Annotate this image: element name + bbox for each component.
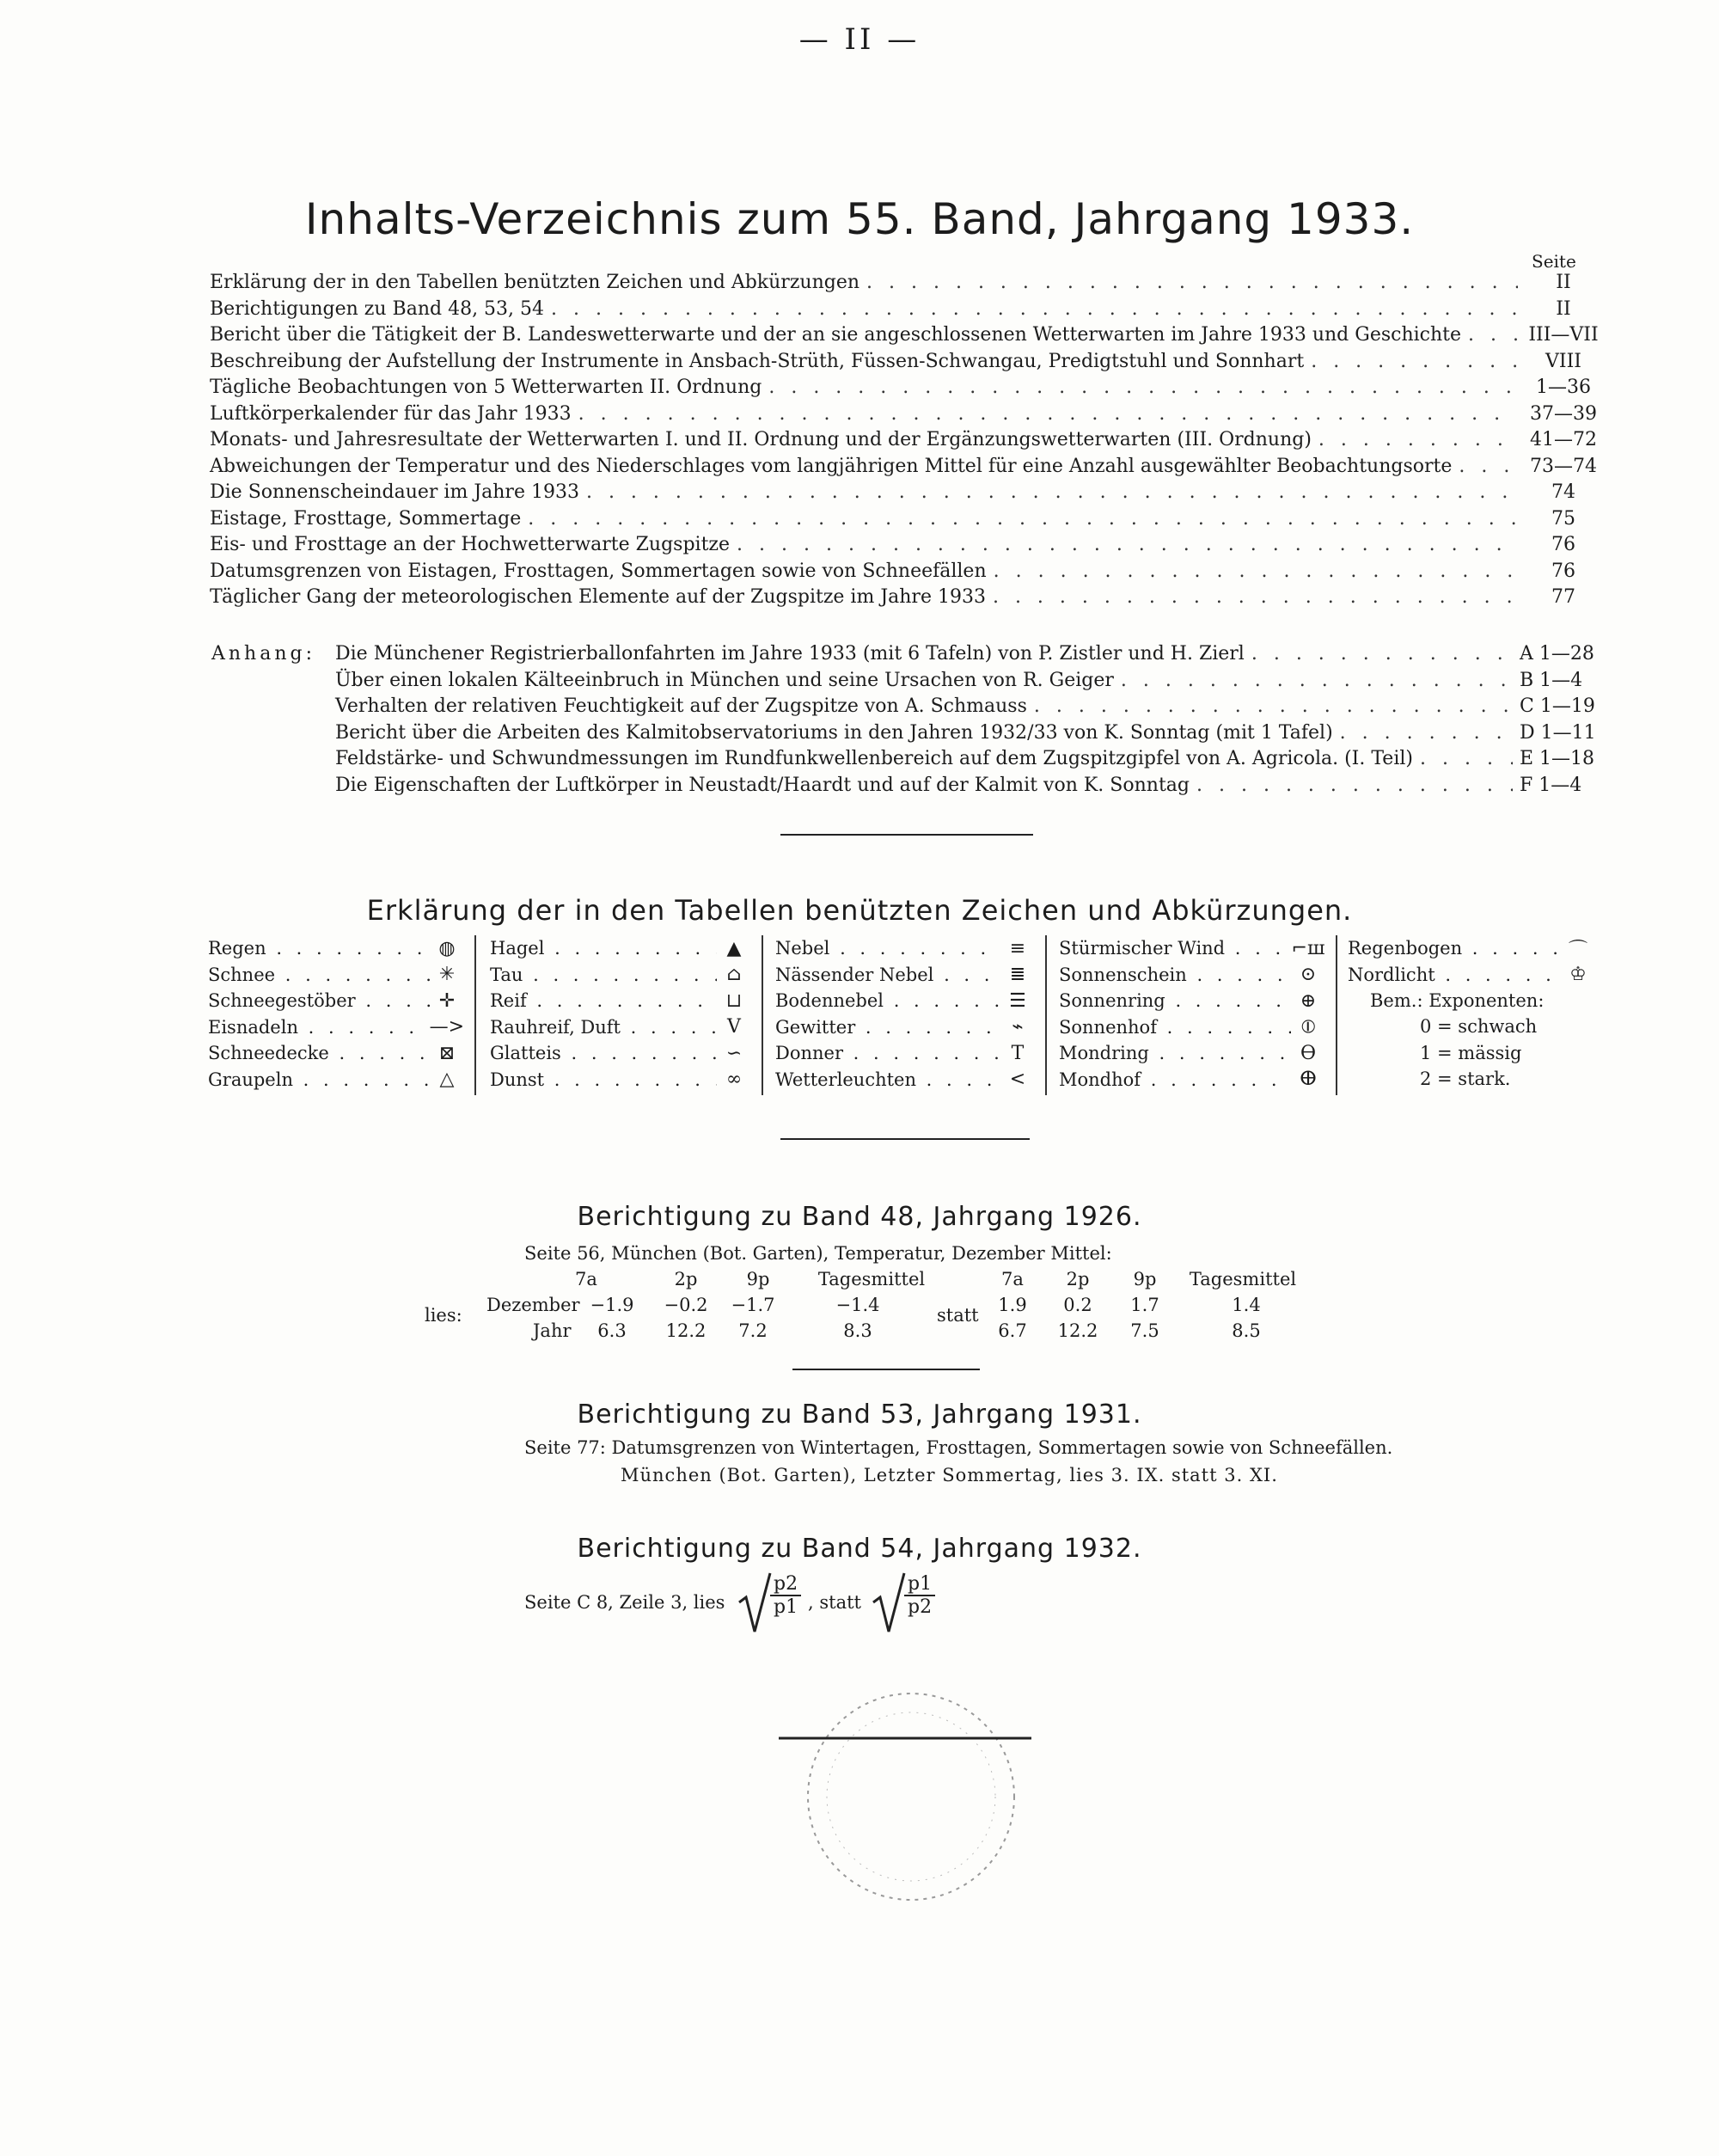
toc-entry-page: 77 (1551, 586, 1575, 608)
legend-item (208, 1040, 464, 1066)
page-number: — II — (798, 22, 921, 57)
moon-ring-icon: Ɵ (1300, 1042, 1317, 1064)
row-label-jahr: Jahr (533, 1320, 572, 1341)
statt-jahr-mittel: 8.5 (1232, 1320, 1261, 1341)
correction-54-prefix: Seite C 8, Zeile 3, lies (524, 1592, 725, 1613)
statt-dez-7a: 1.9 (998, 1295, 1027, 1315)
annex-entry (335, 695, 1602, 721)
legend-item (775, 1067, 1035, 1093)
legend-item-name: Nordlicht . . . (1348, 965, 1561, 985)
legend-item-name: Hagel . . . (490, 938, 717, 959)
toc-entry-label: Beschreibung der Aufstellung der Instrumente in Ansbach-Strüth, Füssen-Schwangau, Predigtstuhl und Sonnhart (210, 350, 1305, 372)
annex-entry (335, 775, 1602, 800)
toc-entry-label: Monats- und Jahresresultate der Wetterwarten I. und II. Ordnung und der Ergänzungswetterwarten (III. Ordnung) (210, 429, 1312, 450)
legend-item (1059, 1014, 1325, 1040)
sqrt-icon (737, 1571, 772, 1635)
lies-label: lies: (425, 1305, 462, 1326)
hail-icon: ▲ (726, 937, 742, 959)
leader-dots (1196, 775, 1513, 796)
lies-jahr-mittel: 8.3 (843, 1320, 872, 1341)
divider (780, 834, 1033, 836)
thunderstorm-icon: ⌁ (1012, 1016, 1024, 1038)
annex-entry-page: A 1—28 (1520, 643, 1594, 665)
lies-dez-7a: −1.9 (590, 1295, 634, 1315)
legend-item (775, 935, 1035, 961)
wet-fog-icon: ≣ (1009, 964, 1026, 985)
lies-denominator: p1 (774, 1596, 798, 1618)
library-stamp-icon (774, 1668, 1049, 1926)
annex-entry-page: E 1—18 (1520, 748, 1595, 769)
toc-entry-label: Datumsgrenzen von Eistagen, Frosttagen, Sommertagen sowie von Schneefällen (210, 560, 987, 582)
legend-item (775, 1040, 1035, 1066)
legend-item (208, 962, 464, 988)
statt-dez-9p: 1.7 (1130, 1295, 1159, 1315)
statt-label: statt (937, 1305, 979, 1326)
legend-item-name: Gewitter . . . (775, 1017, 1000, 1038)
toc-entry-label: Abweichungen der Temperatur und des Niederschlages vom langjährigen Mittel für eine Anzahl ausgewählter Beobachtungsorte (210, 455, 1453, 477)
legend-title: Erklärung der in den Tabellen benützten Zeichen und Abkürzungen. (366, 894, 1353, 927)
toc-entry (210, 560, 1602, 586)
legend-item-name: Schneedecke . . . (208, 1043, 430, 1063)
leader-dots (1311, 351, 1518, 372)
toc-entry (210, 272, 1602, 297)
legend-item-name: Dunst . . . (490, 1069, 717, 1090)
toc-entry-label: Berichtigungen zu Band 48, 53, 54 (210, 297, 545, 320)
toc-entry-page: VIII (1545, 350, 1581, 372)
correction-48-intro: Seite 56, München (Bot. Garten), Temperatur, Dezember Mittel: (524, 1243, 1112, 1264)
legend-item (1059, 935, 1325, 961)
exponent-item: 1 = mässig (1420, 1042, 1522, 1063)
snow-cover-icon: ⊠ (438, 1042, 456, 1064)
legend-item (490, 988, 751, 1014)
leader-dots (1034, 695, 1513, 717)
graupel-icon: △ (439, 1069, 455, 1090)
col-header-lies-7a: 7a (575, 1269, 597, 1289)
toc-entry-label: Erklärung der in den Tabellen benützten Zeichen und Abkürzungen (210, 272, 860, 293)
toc-entry (210, 481, 1602, 507)
annex-entry-page: B 1—4 (1520, 669, 1583, 691)
statt-jahr-7a: 6.7 (998, 1320, 1027, 1341)
statt-dez-mittel: 1.4 (1232, 1295, 1261, 1315)
col-header-lies-2p: 2p (674, 1269, 698, 1289)
toc-entry (210, 586, 1602, 612)
toc-entry-page: 74 (1551, 481, 1575, 503)
legend-item-name: Glatteis . . . (490, 1043, 717, 1063)
statt-fraction (904, 1573, 935, 1618)
toc-entry-page: 41—72 (1530, 429, 1597, 450)
toc-entry-page: 75 (1551, 507, 1575, 530)
col-header-statt-2p: 2p (1066, 1269, 1090, 1289)
toc-entry-page: 76 (1551, 560, 1575, 582)
glaze-icon: ∽ (725, 1042, 743, 1064)
toc-entry-page: II (1556, 297, 1571, 320)
sun-halo-icon: ⦶ (1301, 1016, 1315, 1038)
leader-dots (994, 560, 1518, 582)
legend-item-name: Regenbogen . . . (1348, 938, 1561, 959)
exponent-heading: Bem.: Exponenten: (1370, 990, 1545, 1011)
annex-entry-page: F 1—4 (1520, 774, 1582, 796)
annex-entry-label: Über einen lokalen Kälteeinbruch in München und seine Ursachen von R. Geiger (335, 669, 1114, 691)
leader-dots (866, 272, 1518, 293)
frost-icon: ⊔ (725, 989, 743, 1012)
col-header-lies-tagesmittel: Tagesmittel (817, 1269, 926, 1289)
table-of-contents (210, 272, 1602, 624)
toc-entry (210, 403, 1602, 429)
legend-column (775, 935, 1047, 1095)
correction-53-line2: München (Bot. Garten), Letzter Sommertag, lies 3. IX. statt 3. XI. (621, 1465, 1278, 1485)
legend-item (490, 1040, 751, 1066)
toc-entry-label: Tägliche Beobachtungen von 5 Wetterwarten II. Ordnung (210, 377, 762, 398)
annex-entry (335, 643, 1602, 669)
aurora-icon: ♔ (1569, 964, 1587, 985)
legend-item (208, 988, 464, 1014)
toc-entry (210, 324, 1602, 350)
col-header-lies-9p: 9p (746, 1269, 770, 1289)
lies-dez-2p: −0.2 (664, 1295, 708, 1315)
sunshine-icon: ⊙ (1300, 964, 1317, 985)
legend-item (1348, 935, 1595, 961)
toc-entry (210, 298, 1602, 324)
leader-dots (1121, 670, 1513, 691)
lies-numerator: p2 (770, 1573, 801, 1596)
statt-jahr-9p: 7.5 (1130, 1320, 1159, 1341)
anhang-label: Anhang: (211, 643, 316, 665)
leader-dots (737, 534, 1518, 555)
lies-fraction (770, 1573, 801, 1618)
leader-dots (1340, 722, 1513, 744)
leader-dots (1420, 748, 1513, 769)
statt-label-54: , statt (808, 1592, 861, 1613)
toc-entry-label: Eistage, Frosttage, Sommertage (210, 507, 522, 530)
fog-icon: ≡ (1009, 937, 1026, 959)
legend-item-name: Bodennebel . . . (775, 990, 1000, 1011)
toc-entry (210, 429, 1602, 455)
leader-dots (551, 298, 1518, 320)
annex-entry (335, 722, 1602, 748)
snow-icon: ✳ (438, 964, 456, 985)
statt-jahr-2p: 12.2 (1057, 1320, 1098, 1341)
toc-entry (210, 377, 1602, 402)
rain-icon: ◍ (438, 937, 456, 959)
legend-item-name: Mondring . . . (1059, 1043, 1291, 1063)
col-header-statt-tagesmittel: Tagesmittel (1189, 1269, 1297, 1289)
toc-entry-page: 76 (1551, 534, 1575, 555)
legend-item-name: Schneegestöber . . . (208, 990, 430, 1011)
leader-dots (1318, 429, 1518, 450)
legend-item-name: Stürmischer Wind . . . (1059, 938, 1291, 959)
lies-dez-mittel: −1.4 (835, 1295, 880, 1315)
annex-entry-label: Die Eigenschaften der Luftkörper in Neustadt/Haardt und auf der Kalmit von K. Sonntag (335, 774, 1190, 796)
toc-entry-page: II (1556, 272, 1571, 293)
legend-item (490, 962, 751, 988)
correction-53-line1: Seite 77: Datumsgrenzen von Wintertagen, Frosttagen, Sommertagen sowie von Schneefällen. (524, 1437, 1393, 1458)
page-title: Inhalts-Verzeichnis zum 55. Band, Jahrgang 1933. (304, 194, 1415, 244)
legend-item (490, 935, 751, 961)
haze-icon: ∞ (725, 1069, 743, 1090)
lies-jahr-7a: 6.3 (597, 1320, 627, 1341)
annex-entry-label: Bericht über die Arbeiten des Kalmitobservatoriums in den Jahren 1932/33 von K. Sonntag (mit 1 Tafel) (335, 721, 1333, 744)
legend-item-name: Rauhreif, Duft . . . (490, 1017, 717, 1038)
toc-entry-label: Luftkörperkalender für das Jahr 1933 (210, 402, 572, 425)
leader-dots (1468, 324, 1518, 346)
legend-item (1059, 988, 1325, 1014)
leader-dots (586, 481, 1518, 503)
legend-column (490, 935, 763, 1095)
annex-entry-label: Feldstärke- und Schwundmessungen im Rundfunkwellenbereich auf dem Zugspitzgipfel von A. Agricola. (I. Teil) (335, 748, 1413, 769)
annex-entry-label: Verhalten der relativen Feuchtigkeit auf der Zugspitze von A. Schmauss (335, 695, 1027, 717)
legend-item-name: Sonnenhof . . . (1059, 1017, 1291, 1038)
dew-icon: ⌂ (726, 964, 742, 985)
legend-item (775, 988, 1035, 1014)
divider (780, 1138, 1030, 1140)
annex-entry (335, 670, 1602, 695)
legend-item-name: Nebel . . . (775, 938, 1000, 959)
toc-entry-label: Täglicher Gang der meteorologischen Elemente auf der Zugspitze im Jahre 1933 (210, 586, 986, 608)
statt-denominator: p2 (908, 1596, 933, 1618)
legend-item-name: Donner . . . (775, 1043, 1000, 1063)
toc-entry (210, 534, 1602, 560)
leader-dots (1459, 456, 1518, 477)
annex-list (335, 643, 1602, 806)
lies-jahr-9p: 7.2 (738, 1320, 768, 1341)
leader-dots (768, 377, 1518, 398)
rainbow-icon: ⌒ (1568, 939, 1587, 961)
correction-54-title: Berichtigung zu Band 54, Jahrgang 1932. (577, 1534, 1142, 1564)
legend-column (1348, 935, 1606, 1095)
moon-halo-icon: ⴲ (1300, 1069, 1317, 1090)
toc-entry-page: 1—36 (1536, 377, 1591, 398)
correction-53-title: Berichtigung zu Band 53, Jahrgang 1931. (577, 1400, 1142, 1430)
legend-item-name: Schnee . . . (208, 965, 430, 985)
legend-item-name: Nässender Nebel . . . (775, 965, 1000, 985)
ice-needles-icon: —> (429, 1016, 464, 1038)
annex-entry (335, 748, 1602, 774)
toc-entry (210, 351, 1602, 377)
lies-dez-9p: −1.7 (731, 1295, 775, 1315)
divider (792, 1369, 980, 1370)
leader-dots (993, 586, 1518, 608)
legend-item (1059, 1067, 1325, 1093)
sqrt-icon (872, 1571, 906, 1635)
sheet-lightning-icon: < (1009, 1069, 1026, 1090)
toc-entry-label: Bericht über die Tätigkeit der B. Landeswetterwarte und der an sie angeschlossenen Wetterwarten im Jahre 1933 und Geschichte (210, 324, 1462, 346)
symbol-legend (208, 935, 1618, 1095)
toc-entry-page: III—VII (1528, 324, 1599, 346)
thunder-icon: T (1011, 1042, 1025, 1064)
legend-item-name: Regen . . . (208, 938, 430, 959)
legend-item-name: Wetterleuchten . . . (775, 1069, 1000, 1090)
leader-dots (578, 403, 1518, 425)
legend-item-name: Tau . . . (490, 965, 717, 985)
toc-page-header: Seite (1532, 251, 1576, 272)
snowdrift-icon: ✛ (438, 989, 456, 1012)
storm-wind-icon: ⌐ш (1291, 937, 1325, 959)
annex-entry-page: C 1—19 (1520, 695, 1595, 717)
legend-item (490, 1014, 751, 1040)
toc-entry-label: Die Sonnenscheindauer im Jahre 1933 (210, 481, 579, 503)
sun-ring-icon: ⊕ (1300, 989, 1317, 1012)
lies-jahr-2p: 12.2 (665, 1320, 707, 1341)
legend-item-name: Graupeln . . . (208, 1069, 430, 1090)
legend-item-name: Mondhof . . . (1059, 1069, 1291, 1090)
correction-48-title: Berichtigung zu Band 48, Jahrgang 1926. (577, 1202, 1142, 1232)
toc-entry (210, 508, 1602, 534)
exponent-item: 2 = stark. (1420, 1069, 1511, 1089)
statt-numerator: p1 (904, 1573, 935, 1596)
legend-item-name: Sonnenschein . . . (1059, 965, 1291, 985)
legend-item (208, 1014, 464, 1040)
legend-item-name: Reif . . . (490, 990, 717, 1011)
legend-item-name: Eisnadeln . . . (208, 1017, 430, 1038)
legend-item (208, 1067, 464, 1093)
statt-dez-2p: 0.2 (1063, 1295, 1092, 1315)
ground-fog-icon: ☰ (1009, 989, 1026, 1012)
annex-entry-label: Die Münchener Registrierballonfahrten im Jahre 1933 (mit 6 Tafeln) von P. Zistler und H. Zierl (335, 643, 1245, 665)
legend-column (1059, 935, 1337, 1095)
col-header-statt-9p: 9p (1133, 1269, 1157, 1289)
legend-item (1059, 962, 1325, 988)
toc-entry (210, 456, 1602, 481)
legend-item (1059, 1040, 1325, 1066)
leader-dots (1251, 643, 1513, 665)
legend-item (1348, 962, 1595, 988)
legend-column (208, 935, 476, 1095)
toc-entry-label: Eis- und Frosttage an der Hochwetterwarte Zugspitze (210, 534, 731, 555)
col-header-statt-7a: 7a (1001, 1269, 1024, 1289)
legend-item (208, 935, 464, 961)
leader-dots (528, 508, 1518, 530)
legend-item (775, 962, 1035, 988)
rime-icon: V (727, 1016, 741, 1038)
toc-entry-page: 73—74 (1530, 455, 1597, 477)
legend-item (490, 1067, 751, 1093)
legend-item-name: Sonnenring . . . (1059, 990, 1291, 1011)
toc-entry-page: 37—39 (1530, 402, 1597, 425)
legend-item (775, 1014, 1035, 1040)
row-label-dezember: Dezember (486, 1295, 580, 1315)
annex-entry-page: D 1—11 (1520, 721, 1596, 744)
exponent-item: 0 = schwach (1420, 1016, 1538, 1037)
